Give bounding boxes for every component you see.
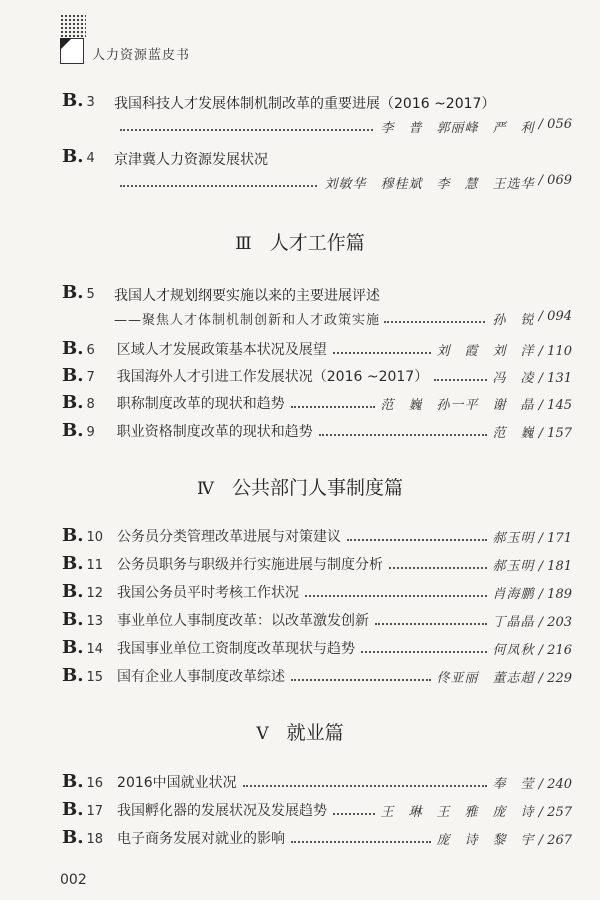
page-number: 002	[60, 872, 87, 888]
entry-title: 2016中国就业状况	[117, 775, 237, 791]
toc-entry[interactable]: B. 12 我国公务员平时考核工作状况 肖海鹏 / 189	[62, 581, 572, 602]
entry-title: 我国海外人才引进工作发展状况（2016 ~2017）	[116, 369, 429, 385]
entry-authors: 刘敏华 穆桂斌 李 慧 王选华	[324, 177, 535, 192]
toc-entry[interactable]: B. 16 2016中国就业状况 奉 莹 / 240	[62, 771, 572, 792]
entry-page: 094	[547, 309, 572, 324]
entry-title: 公务员职务与职级并行实施进展与制度分析	[117, 557, 384, 573]
entry-title: 我国科技人才发展体制机制改革的重要进展（2016 ~2017）	[114, 96, 496, 112]
entry-title: 职业资格制度改革的现状和趋势	[116, 424, 313, 440]
entry-title: 职称制度改革的现状和趋势	[116, 396, 285, 412]
toc-entry[interactable]: B. 7 我国海外人才引进工作发展状况（2016 ~2017） 冯 凌 / 131	[62, 365, 572, 386]
entry-title: 公务员分类管理改革进展与对策建议	[117, 529, 342, 545]
entry-page: 056	[547, 117, 572, 132]
entry-authors: 李 普 郭丽峰 严 利	[380, 121, 535, 136]
toc-entry[interactable]: B. 3 我国科技人才发展体制机制改革的重要进展（2016 ~2017） 李 普 郭丽峰 严 利 / 056	[62, 90, 572, 136]
book-logo-icon	[60, 38, 84, 64]
entry-title: 电子商务发展对就业的影响	[117, 831, 286, 847]
section-heading: Ⅴ 就业篇	[256, 722, 344, 744]
toc-entry[interactable]: B. 9 职业资格制度改革的现状和趋势 范 巍 / 157	[62, 420, 572, 441]
entry-title: 我国人才规划纲要实施以来的主要进展评述	[114, 288, 380, 304]
entry-title: 国有企业人事制度改革综述	[117, 669, 286, 685]
toc-entry[interactable]: B. 5 我国人才规划纲要实施以来的主要进展评述 ——聚焦人才体制机制创新和人才政策实施 孙 锐 / 094	[62, 282, 572, 328]
toc-entry[interactable]: B. 10 公务员分类管理改革进展与对策建议 郝玉明 / 171	[62, 525, 572, 546]
toc-entry[interactable]: B. 11 公务员职务与职级并行实施进展与制度分析 郝玉明 / 181	[62, 553, 572, 574]
toc-entry[interactable]: B. 18 电子商务发展对就业的影响 庞 诗 黎 宇 / 267	[62, 827, 572, 848]
toc-entry[interactable]: B. 8 职称制度改革的现状和趋势 范 巍 孙一平 谢 晶 / 145	[62, 392, 572, 413]
toc-entry[interactable]: B. 14 我国事业单位工资制度改革现状与趋势 何凤秋 / 216	[62, 637, 572, 658]
entry-subtitle: ——聚焦人才体制机制创新和人才政策实施	[114, 313, 381, 328]
entry-title: 事业单位人事制度改革：以改革激发创新	[117, 613, 370, 629]
entry-title: 区域人才发展政策基本状况及展望	[116, 342, 327, 358]
entry-title: 京津冀人力资源发展状况	[114, 152, 268, 168]
toc-entry[interactable]: B. 15 国有企业人事制度改革综述 佟亚丽 董志超 / 229	[62, 665, 572, 686]
section-heading: Ⅲ 人才工作篇	[235, 232, 365, 254]
entry-title: 我国事业单位工资制度改革现状与趋势	[117, 641, 356, 657]
toc-entry[interactable]: B. 17 我国孵化器的发展状况及发展趋势 王 琳 王 雅 庞 诗 / 257	[62, 799, 572, 820]
header-title: 人力资源蓝皮书	[92, 48, 191, 63]
section-heading: Ⅳ 公共部门人事制度篇	[197, 477, 403, 499]
entry-page: 069	[547, 173, 572, 188]
toc-entry[interactable]: B. 6 区域人才发展政策基本状况及展望 刘 霞 刘 洋 / 110	[62, 338, 572, 359]
toc-entry[interactable]: B. 4 京津冀人力资源发展状况 刘敏华 穆桂斌 李 慧 王选华 / 069	[62, 146, 572, 192]
toc-entry[interactable]: B. 13 事业单位人事制度改革：以改革激发创新 丁晶晶 / 203	[62, 609, 572, 630]
header-dots-ornament	[60, 14, 86, 38]
entry-title: 我国孵化器的发展状况及发展趋势	[117, 803, 328, 819]
entry-authors: 孙 锐	[492, 313, 535, 328]
entry-title: 我国公务员平时考核工作状况	[117, 585, 300, 601]
